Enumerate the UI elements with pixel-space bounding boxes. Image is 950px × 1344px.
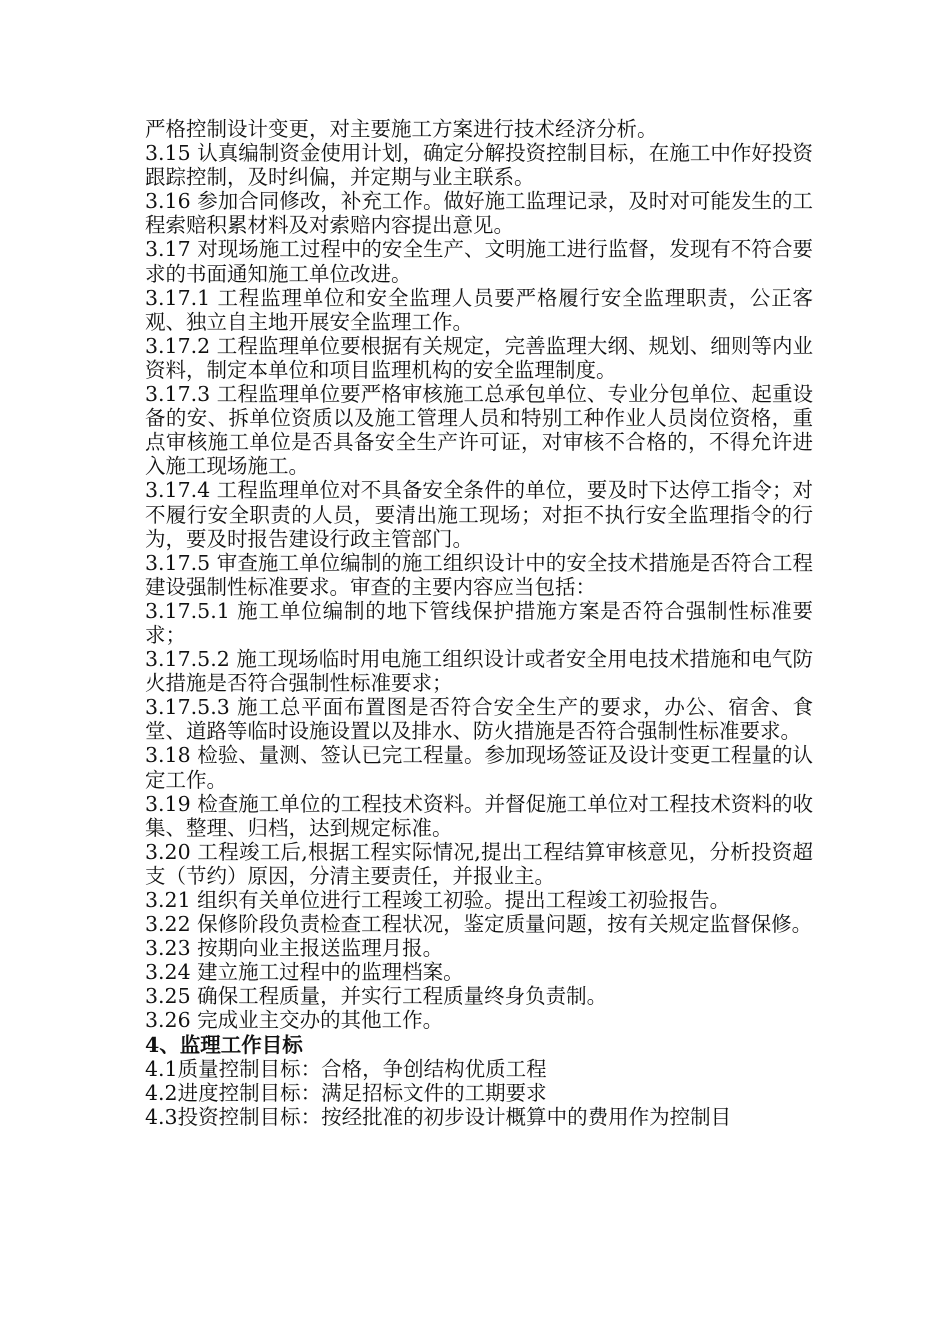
paragraph: 3.18 检验、量测、签认已完工程量。参加现场签证及设计变更工程量的认定工作。 [145, 743, 813, 792]
paragraph: 3.15 认真编制资金使用计划，确定分解投资控制目标，在施工中作好投资跟踪控制，及时纠偏，并定期与业主联系。 [145, 141, 813, 190]
paragraph: 3.24 建立施工过程中的监理档案。 [145, 960, 464, 985]
paragraph: 3.17.3 工程监理单位要严格审核施工总承包单位、专业分包单位、起重设备的安、拆单位资质以及施工管理人员和特别工种作业人员岗位资格，重点审核施工单位是否具备安全生产许可证，对审核不合格的，不得允许进入施工现场施工。 [145, 382, 813, 479]
paragraph: 3.17.5.3 施工总平面布置图是否符合安全生产的要求，办公、宿舍、食堂、道路等临时设施设置以及排水、防火措施是否符合强制性标准要求。 [145, 695, 813, 744]
paragraph: 3.17.5.1 施工单位编制的地下管线保护措施方案是否符合强制性标准要求； [145, 598, 813, 647]
paragraph: 3.17.4 工程监理单位对不具备安全条件的单位，要及时下达停工指令；对不履行安全职责的人员，要清出施工现场；对拒不执行安全监理指令的行为，要及时报告建设行政主管部门。 [145, 478, 813, 551]
document-page [145, 117, 813, 1129]
paragraph: 3.26 完成业主交办的其他工作。 [145, 1008, 444, 1033]
paragraph: 4.2进度控制目标：满足招标文件的工期要求 [145, 1080, 547, 1105]
paragraph: 严格控制设计变更，对主要施工方案进行技术经济分析。 [145, 117, 658, 141]
paragraph: 3.16 参加合同修改，补充工作。做好施工监理记录，及时对可能发生的工程索赔积累材料及对索赔内容提出意见。 [145, 189, 813, 238]
paragraph: 3.17 对现场施工过程中的安全生产、文明施工进行监督，发现有不符合要求的书面通知施工单位改进。 [145, 237, 813, 286]
paragraph: 3.23 按期向业主报送监理月报。 [145, 936, 444, 961]
paragraph: 3.17.5.2 施工现场临时用电施工组织设计或者安全用电技术措施和电气防火措施是否符合强制性标准要求； [145, 647, 813, 696]
paragraph: 4.1质量控制目标：合格，争创结构优质工程 [145, 1056, 547, 1081]
paragraph: 4.3投资控制目标：按经批准的初步设计概算中的费用作为控制目 [145, 1104, 732, 1129]
paragraph: 3.21 组织有关单位进行工程竣工初验。提出工程竣工初验报告。 [145, 888, 731, 912]
paragraph: 3.17.5 审查施工单位编制的施工组织设计中的安全技术措施是否符合工程建设强制性标准要求。审查的主要内容应当包括： [145, 550, 813, 599]
paragraph: 3.17.2 工程监理单位要根据有关规定，完善监理大纲、规划、细则等内业资料，制定本单位和项目监理机构的安全监理制度。 [145, 333, 813, 382]
paragraph: 3.22 保修阶段负责检查工程状况，鉴定质量问题，按有关规定监督保修。 [145, 912, 813, 937]
paragraph: 3.19 检查施工单位的工程技术资料。并督促施工单位对工程技术资料的收集、整理、归档，达到规定标准。 [145, 791, 813, 840]
section-heading: 4、监理工作目标 [145, 1032, 303, 1057]
paragraph: 3.25 确保工程质量，并实行工程质量终身负责制。 [145, 984, 608, 1009]
paragraph: 3.17.1 工程监理单位和安全监理人员要严格履行安全监理职责，公正客观、独立自主地开展安全监理工作。 [145, 285, 813, 334]
paragraph: 3.20 工程竣工后,根据工程实际情况,提出工程结算审核意见，分析投资超支（节约）原因，分清主要责任，并报业主。 [145, 839, 813, 888]
